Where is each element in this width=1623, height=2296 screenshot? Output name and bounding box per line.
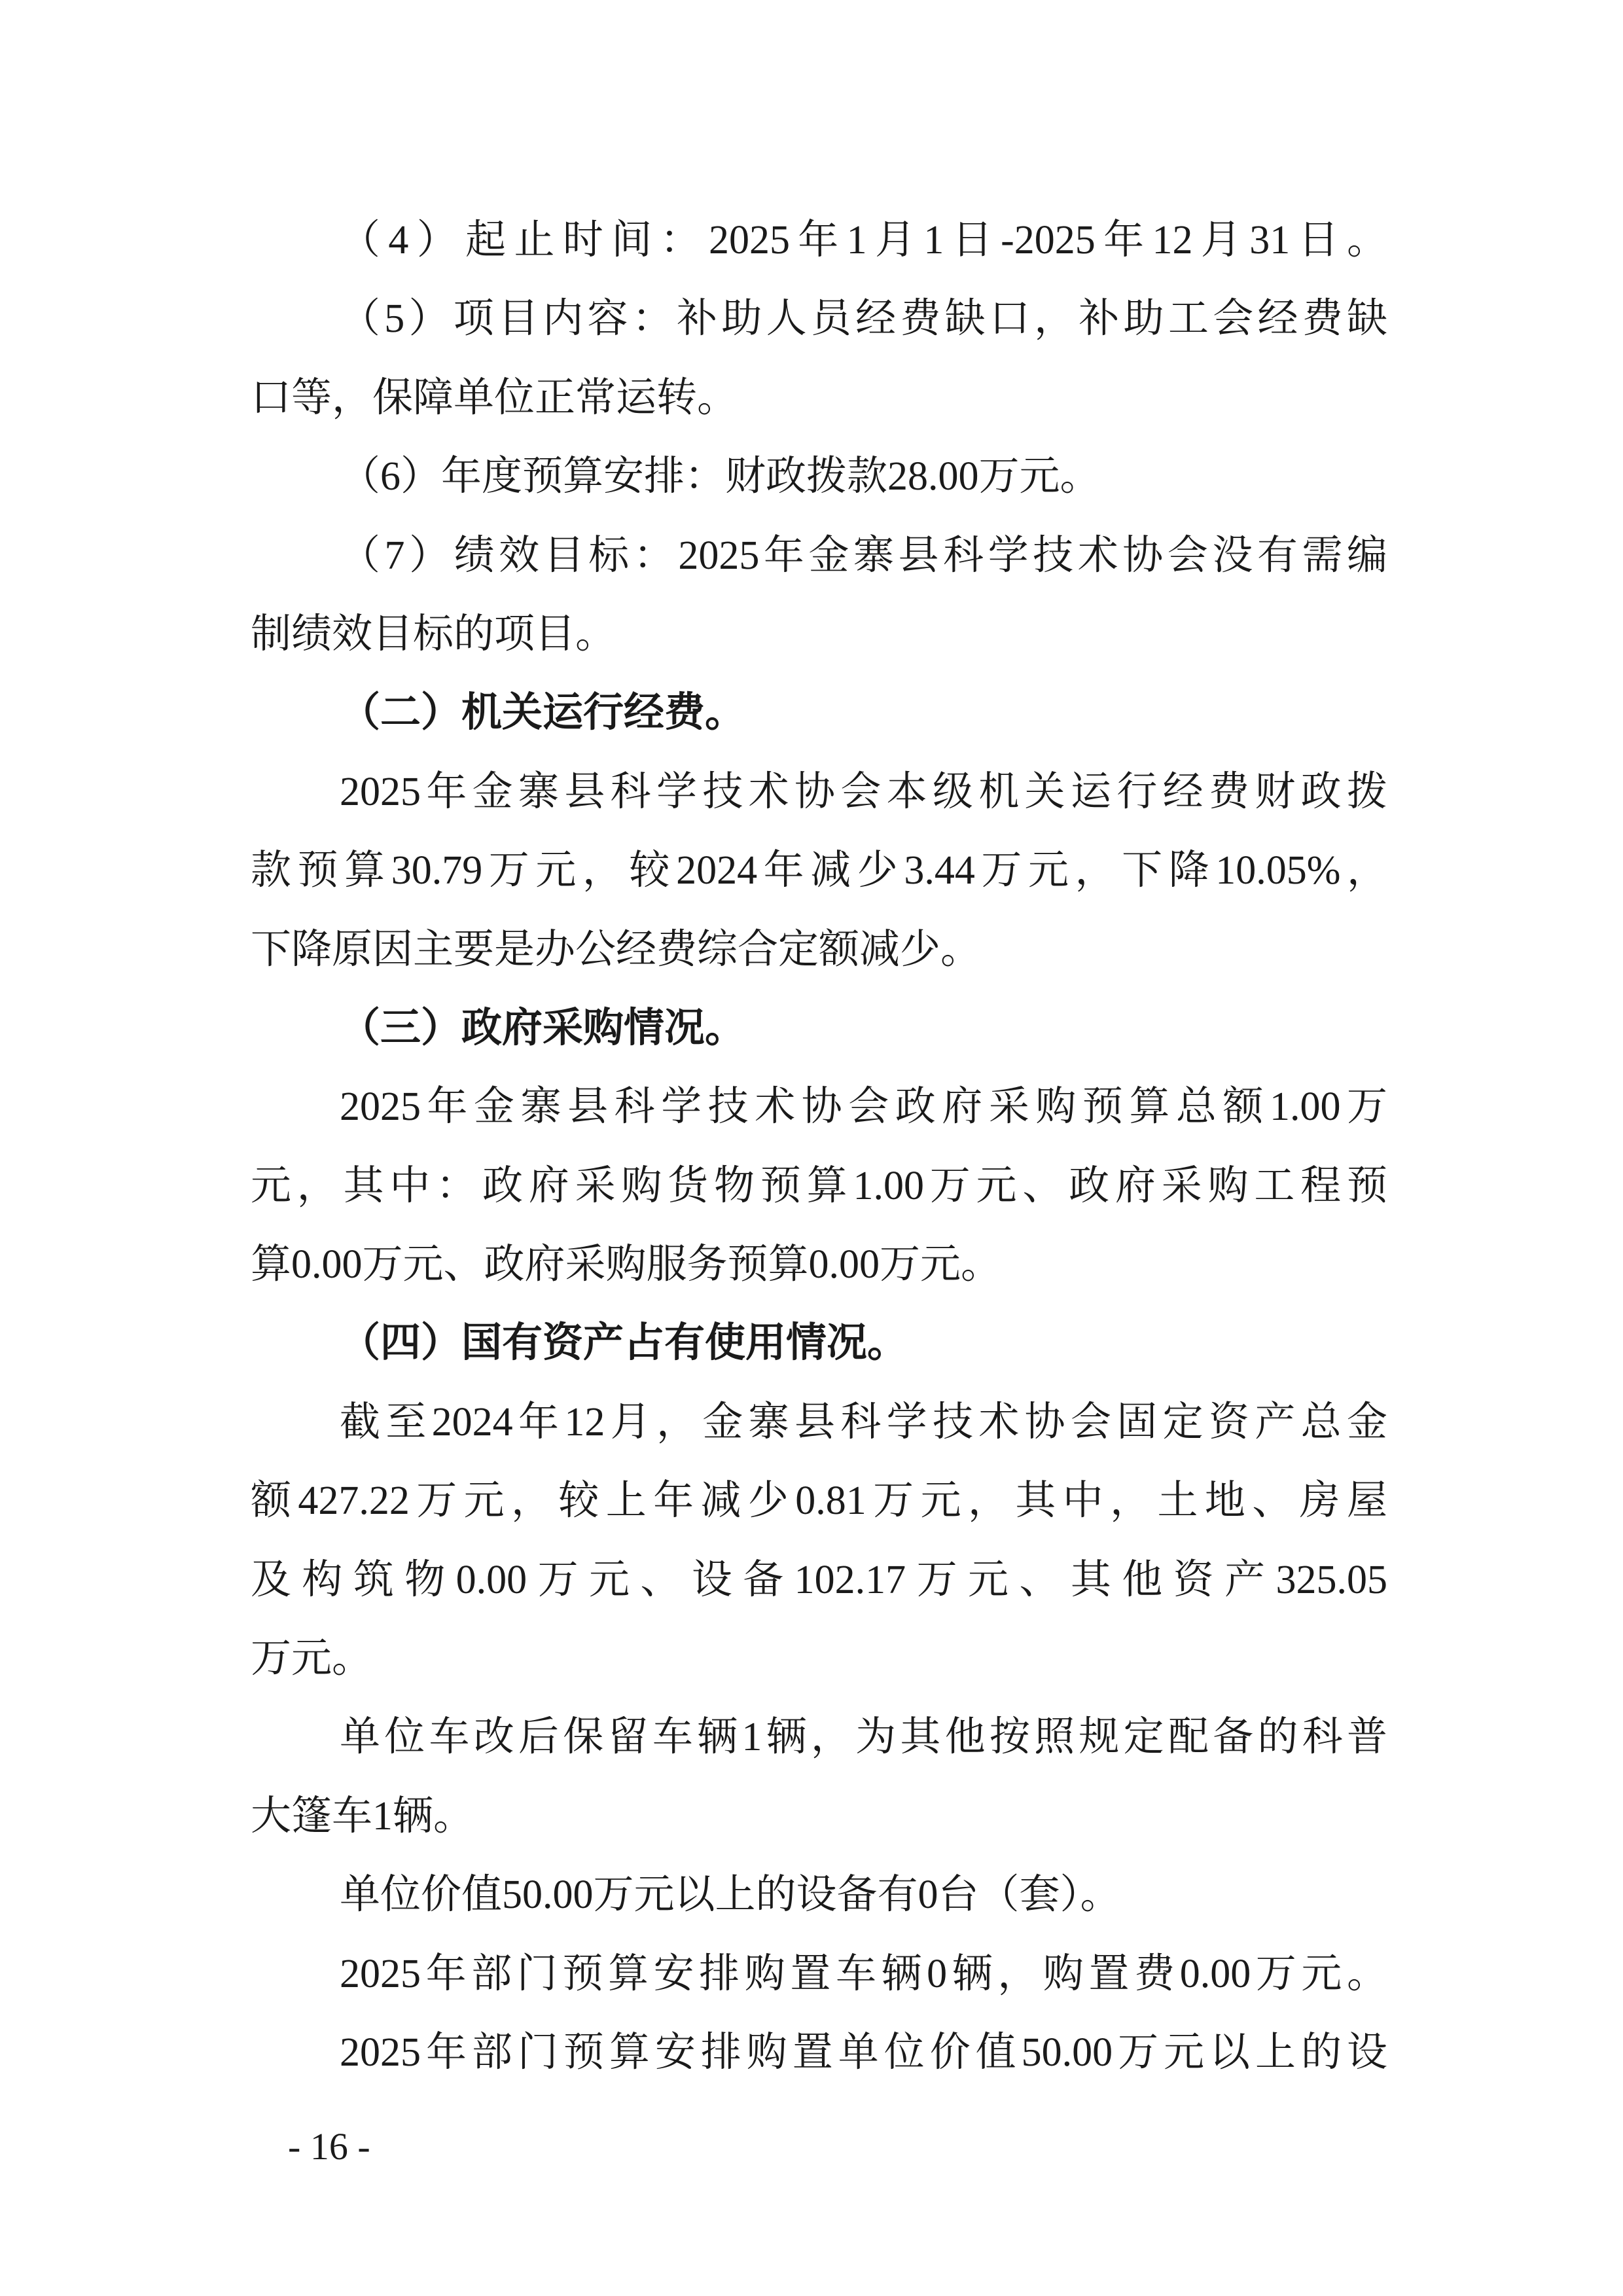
paragraph xyxy=(251,516,1387,674)
text-line: 单位价值50.00万元以上的设备有0台（套）。 xyxy=(340,1873,1121,1918)
text-line: 2025年金寨县科学技术协会政府采购预算总额1.00万 xyxy=(340,1085,1387,1130)
page-number: - 16 - xyxy=(288,2125,370,2168)
text-line: 2025年部门预算安排购置单位价值50.00万元以上的设 xyxy=(340,2030,1387,2075)
text-line: 截至2024年12月，金寨县科学技术协会固定资产总金 xyxy=(340,1399,1387,1444)
text-line: （7）绩效目标：2025年金寨县科学技术协会没有需编 xyxy=(340,533,1387,578)
text-line: 下降原因主要是办公经费综合定额减少。 xyxy=(251,927,982,972)
paragraph xyxy=(251,2013,1387,2092)
section-heading: （四）国有资产占有使用情况。 xyxy=(340,1321,908,1366)
paragraph xyxy=(251,753,1387,989)
text-line: 额427.22万元，较上年减少0.81万元，其中，土地、房屋 xyxy=(251,1479,1387,1524)
document-body xyxy=(251,201,1387,2092)
text-line: 万元。 xyxy=(251,1636,373,1681)
paragraph xyxy=(251,1698,1387,1856)
text-line: 口等，保障单位正常运转。 xyxy=(251,375,738,420)
text-line: 大篷车1辆。 xyxy=(251,1793,474,1839)
paragraph xyxy=(251,1856,1387,1934)
paragraph xyxy=(251,1383,1387,1698)
text-line: 元，其中：政府采购货物预算1.00万元、政府采购工程预 xyxy=(251,1163,1387,1208)
text-line: 款预算30.79万元，较2024年减少3.44万元，下降10.05%， xyxy=(251,848,1387,893)
section-heading: （二）机关运行经费。 xyxy=(340,691,746,736)
paragraph xyxy=(251,437,1387,516)
paragraph xyxy=(251,279,1387,437)
text-line: 单位车改后保留车辆1辆，为其他按照规定配备的科普 xyxy=(340,1715,1387,1760)
text-line: （6）年度预算安排：财政拨款28.00万元。 xyxy=(340,454,1101,499)
text-line: 及构筑物0.00万元、设备102.17万元、其他资产325.05 xyxy=(251,1557,1387,1602)
text-line: 2025年部门预算安排购置车辆0辆，购置费0.00万元。 xyxy=(340,1951,1387,1996)
text-line: （4）起止时间：2025年1月1日-2025年12月31日。 xyxy=(340,218,1387,262)
text-line: 2025年金寨县科学技术协会本级机关运行经费财政拨 xyxy=(340,769,1387,814)
text-line: 制绩效目标的项目。 xyxy=(251,611,616,656)
paragraph xyxy=(251,201,1387,279)
text-line: （5）项目内容：补助人员经费缺口，补助工会经费缺 xyxy=(340,296,1387,342)
section-heading: （三）政府采购情况。 xyxy=(340,1005,746,1050)
paragraph xyxy=(251,1935,1387,2013)
paragraph xyxy=(251,1067,1387,1304)
text-line: 算0.00万元、政府采购服务预算0.00万元。 xyxy=(251,1242,1002,1287)
